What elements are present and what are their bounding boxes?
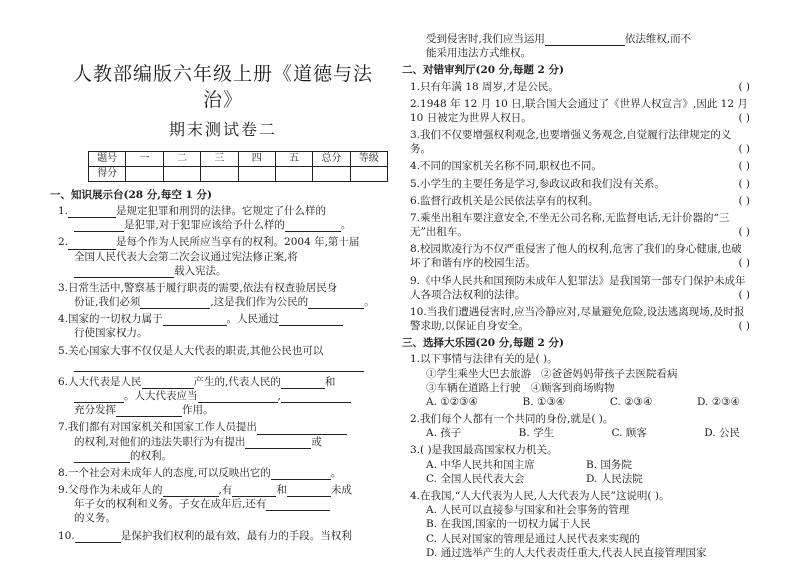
choice-option[interactable]: B. 学生	[518, 427, 555, 440]
left-column	[50, 54, 388, 546]
score-header: 三	[201, 151, 238, 166]
score-cell[interactable]	[126, 166, 163, 181]
answer-paren[interactable]: ( )	[738, 143, 750, 156]
tf-item: 4.不同的国家机关名称不同,职权也不同。 ( )	[410, 160, 750, 173]
answer-blank[interactable]	[74, 266, 174, 278]
choice-option[interactable]: D. 通过选举产生的人大代表责任重大,代表人民直接管理国家	[426, 546, 707, 559]
choice-option[interactable]: A. 人民可以直接参与国家和社会事务的管理	[426, 504, 630, 517]
answer-blank[interactable]	[140, 297, 210, 309]
question-10-continued: 受到侵害时,我们应当运用 依法维权,而不 能采用违法方式维权。	[426, 33, 692, 60]
answer-blank[interactable]	[271, 468, 331, 480]
score-table-header-row	[89, 151, 388, 166]
true-false-list	[410, 80, 750, 334]
section-heading-2: 二、对错审判厅(20 分,每题 2 分)	[402, 64, 564, 77]
choice-option[interactable]: D. ②③④	[697, 395, 740, 408]
tf-item: 5.小学生的主要任务是学习,参政议政和我们没有关系。 ( )	[410, 177, 750, 190]
answer-paren[interactable]: ( )	[738, 80, 750, 93]
answer-paren[interactable]: ( )	[738, 257, 750, 270]
question-5: 5.关心国家大事不仅仅是人大代表的职责,其他公民也可以	[58, 344, 388, 372]
question-3: 3.日常生活中,警察基于履行职责的需要,依法有权查验居民身 份证,我们必须 ,这是我们作为公民的 。	[58, 281, 375, 309]
score-row-label: 得分	[89, 166, 126, 181]
answer-blank[interactable]	[232, 485, 276, 497]
right-column	[402, 32, 750, 563]
page-subtitle: 期末测试卷二	[168, 120, 277, 140]
score-header: 四	[238, 151, 275, 166]
tf-item: 9.《中华人民共和国预防未成年人犯罪法》是我国第一部专门保护未成年人各项合法权利的法律。 ( )	[410, 274, 750, 301]
answer-blank[interactable]	[198, 391, 278, 403]
choice-option[interactable]: D. 公民	[704, 427, 740, 440]
choice-option[interactable]: B. ①③④	[522, 395, 566, 408]
score-header: 一	[126, 151, 163, 166]
tf-item: 10.当我们遭遇侵害时,应当冷静应对,尽量避免危险,设法逃离现场,及时报警求助,以保证自身安全。 ( )	[410, 305, 750, 333]
score-cell[interactable]	[163, 166, 200, 181]
choice-question-4: 4.在我国,“人大代表为人民,人大代表为人民”这说明( )。 A. 人民可以直接参与国家和社会事务的管理 B. 在我国,国家的一切权力属于人民 C. 人民对国家的管理是通过人民代表来实现的 D. 通过选举产生的人大代表责任重大,代表人民直接管理国家	[410, 489, 750, 560]
answer-paren[interactable]: ( )	[738, 288, 750, 301]
answer-blank[interactable]	[142, 377, 194, 389]
tf-item: 8.校园欺凌行为不仅严重侵害了他人的权利,危害了我们的身心健康,也破坏了和谐有序的校园生活。 ( )	[410, 243, 750, 270]
page-title: 人教部编版六年级上册《道德与法治》	[72, 63, 373, 111]
choice-option[interactable]: D. 人民法院	[586, 472, 643, 485]
section-heading-1: 一、知识展示台(28 分,每空 1 分)	[50, 188, 212, 201]
section-heading-3: 三、选择大乐园(20 分,每题 2 分)	[402, 337, 564, 350]
answer-paren[interactable]: ( )	[738, 111, 750, 124]
choice-option[interactable]: A. ①②③④	[426, 395, 478, 408]
answer-blank[interactable]	[163, 314, 227, 326]
tf-item: 6.监督行政机关是公民依法享有的权利。 ( )	[410, 194, 750, 207]
answer-blank[interactable]	[75, 531, 121, 543]
choice-question-3: 3.( )是我国最高国家权力机关。 A. 中华人民共和国主席 B. 国务院 C. 全国人民代表大会 D. 人民法院	[410, 444, 643, 485]
question-1: 1. 是规定犯罪和刑罚的法律。它规定了什么样的 是犯罪,对于犯罪应该给予什么样的 。	[58, 205, 352, 232]
score-header: 等级	[350, 151, 387, 166]
choice-option[interactable]: A. 孩子	[426, 427, 462, 440]
answer-blank[interactable]	[257, 423, 347, 435]
question-8: 8.一个社会对未成年人的态度,可以反映出它的 。	[58, 466, 342, 479]
answer-blank[interactable]	[116, 405, 182, 417]
answer-blank[interactable]	[545, 34, 625, 46]
choice-option[interactable]: C. 全国人民代表大会	[426, 472, 525, 485]
score-cell[interactable]	[350, 166, 387, 181]
choice-option[interactable]: A. 中华人民共和国主席	[426, 458, 535, 471]
question-9: 9.父母作为未成年人的 ,有 和 未成 年子女的权利和义务。子女在成年后,还有 的义务。	[58, 484, 352, 525]
answer-blank[interactable]	[245, 437, 311, 449]
choice-option[interactable]: B. 国务院	[586, 458, 632, 471]
answer-blank[interactable]	[74, 391, 124, 403]
question-6: 6.人大代表是人民 产生的,代表人民的 和 。人大代表应当 , 充分发挥 作用。	[58, 375, 388, 418]
choice-option[interactable]: C. 人民对国家的管理是通过人民代表来实现的	[426, 532, 640, 545]
question-7: 7.我们都有对国家机关和国家工作人员提出 的权利,对他们的违法失职行为有提出 或 的权利。	[58, 420, 388, 463]
answer-blank[interactable]	[308, 297, 364, 309]
score-cell[interactable]	[238, 166, 275, 181]
answer-blank[interactable]	[285, 220, 341, 232]
answer-blank[interactable]	[74, 360, 364, 372]
score-table	[88, 151, 388, 182]
score-header: 二	[163, 151, 200, 166]
question-10: 10. 是保护我们权利的最有效、最有力的手段。当权利	[58, 529, 352, 542]
tf-item: 7.乘坐出租车要注意安全,不坐无公司名称,无监督电话,无计价器的“三无”出租车。 ( )	[410, 211, 750, 239]
tf-item: 2.1948 年 12 月 10 日,联合国大会通过了《世界人权宣言》,因此 12 月 10 日被定为世界人权日。 ( )	[410, 97, 750, 124]
answer-blank[interactable]	[74, 220, 124, 232]
answer-blank[interactable]	[68, 206, 116, 218]
answer-blank[interactable]	[266, 499, 330, 511]
tf-item: 3.我们不仅要增强权利观念,也要增强义务观念,自觉履行法律规定的义务。 ( )	[410, 129, 750, 156]
score-table-row	[89, 166, 388, 181]
score-cell[interactable]	[313, 166, 350, 181]
choice-option[interactable]: C. 顾客	[611, 427, 647, 440]
score-header: 五	[275, 151, 312, 166]
question-4: 4.国家的一切权力属于 。人民通过 行使国家权力。	[58, 312, 388, 340]
answer-blank[interactable]	[287, 485, 331, 497]
tf-item: 1.只有年满 18 周岁,才是公民。 ( )	[410, 80, 750, 93]
answer-paren[interactable]: ( )	[738, 226, 750, 239]
answer-blank[interactable]	[68, 238, 116, 250]
choice-option[interactable]: C. ②③④	[609, 395, 653, 408]
choice-question-2: 2.我们每个人都有一个共同的身份,就是( )。 A. 孩子 B. 学生 C. 顾客 D. 公民	[410, 413, 740, 440]
answer-blank[interactable]	[279, 314, 343, 326]
answer-blank[interactable]	[281, 377, 325, 389]
score-header: 题号	[89, 151, 126, 166]
score-header: 总分	[313, 151, 350, 166]
score-cell[interactable]	[201, 166, 238, 181]
answer-paren[interactable]: ( )	[738, 160, 750, 173]
answer-blank[interactable]	[74, 451, 130, 463]
answer-blank[interactable]	[163, 485, 219, 497]
choice-option[interactable]: B. 在我国,国家的一切权力属于人民	[426, 518, 591, 531]
question-2: 2. 是每个作为人民所应当享有的权利。2004 年,第十届 全国人民代表大会第二次会议通过宪法修正案,将 载入宪法。	[58, 236, 360, 277]
answer-paren[interactable]: ( )	[738, 194, 750, 207]
choice-question-1: 1.以下事情与法律有关的是( )。 ①学生乘坐大巴去旅游 ②爸爸妈妈带孩子去医院看病 ③车辆在道路上行驶 ④顾客到商场购物 A. ①②③④ B. ①③④ C. ②③④ D. ②③④	[410, 353, 740, 408]
answer-paren[interactable]: ( )	[738, 320, 750, 333]
score-cell[interactable]	[275, 166, 312, 181]
answer-paren[interactable]: ( )	[738, 177, 750, 190]
answer-blank[interactable]	[281, 391, 351, 403]
